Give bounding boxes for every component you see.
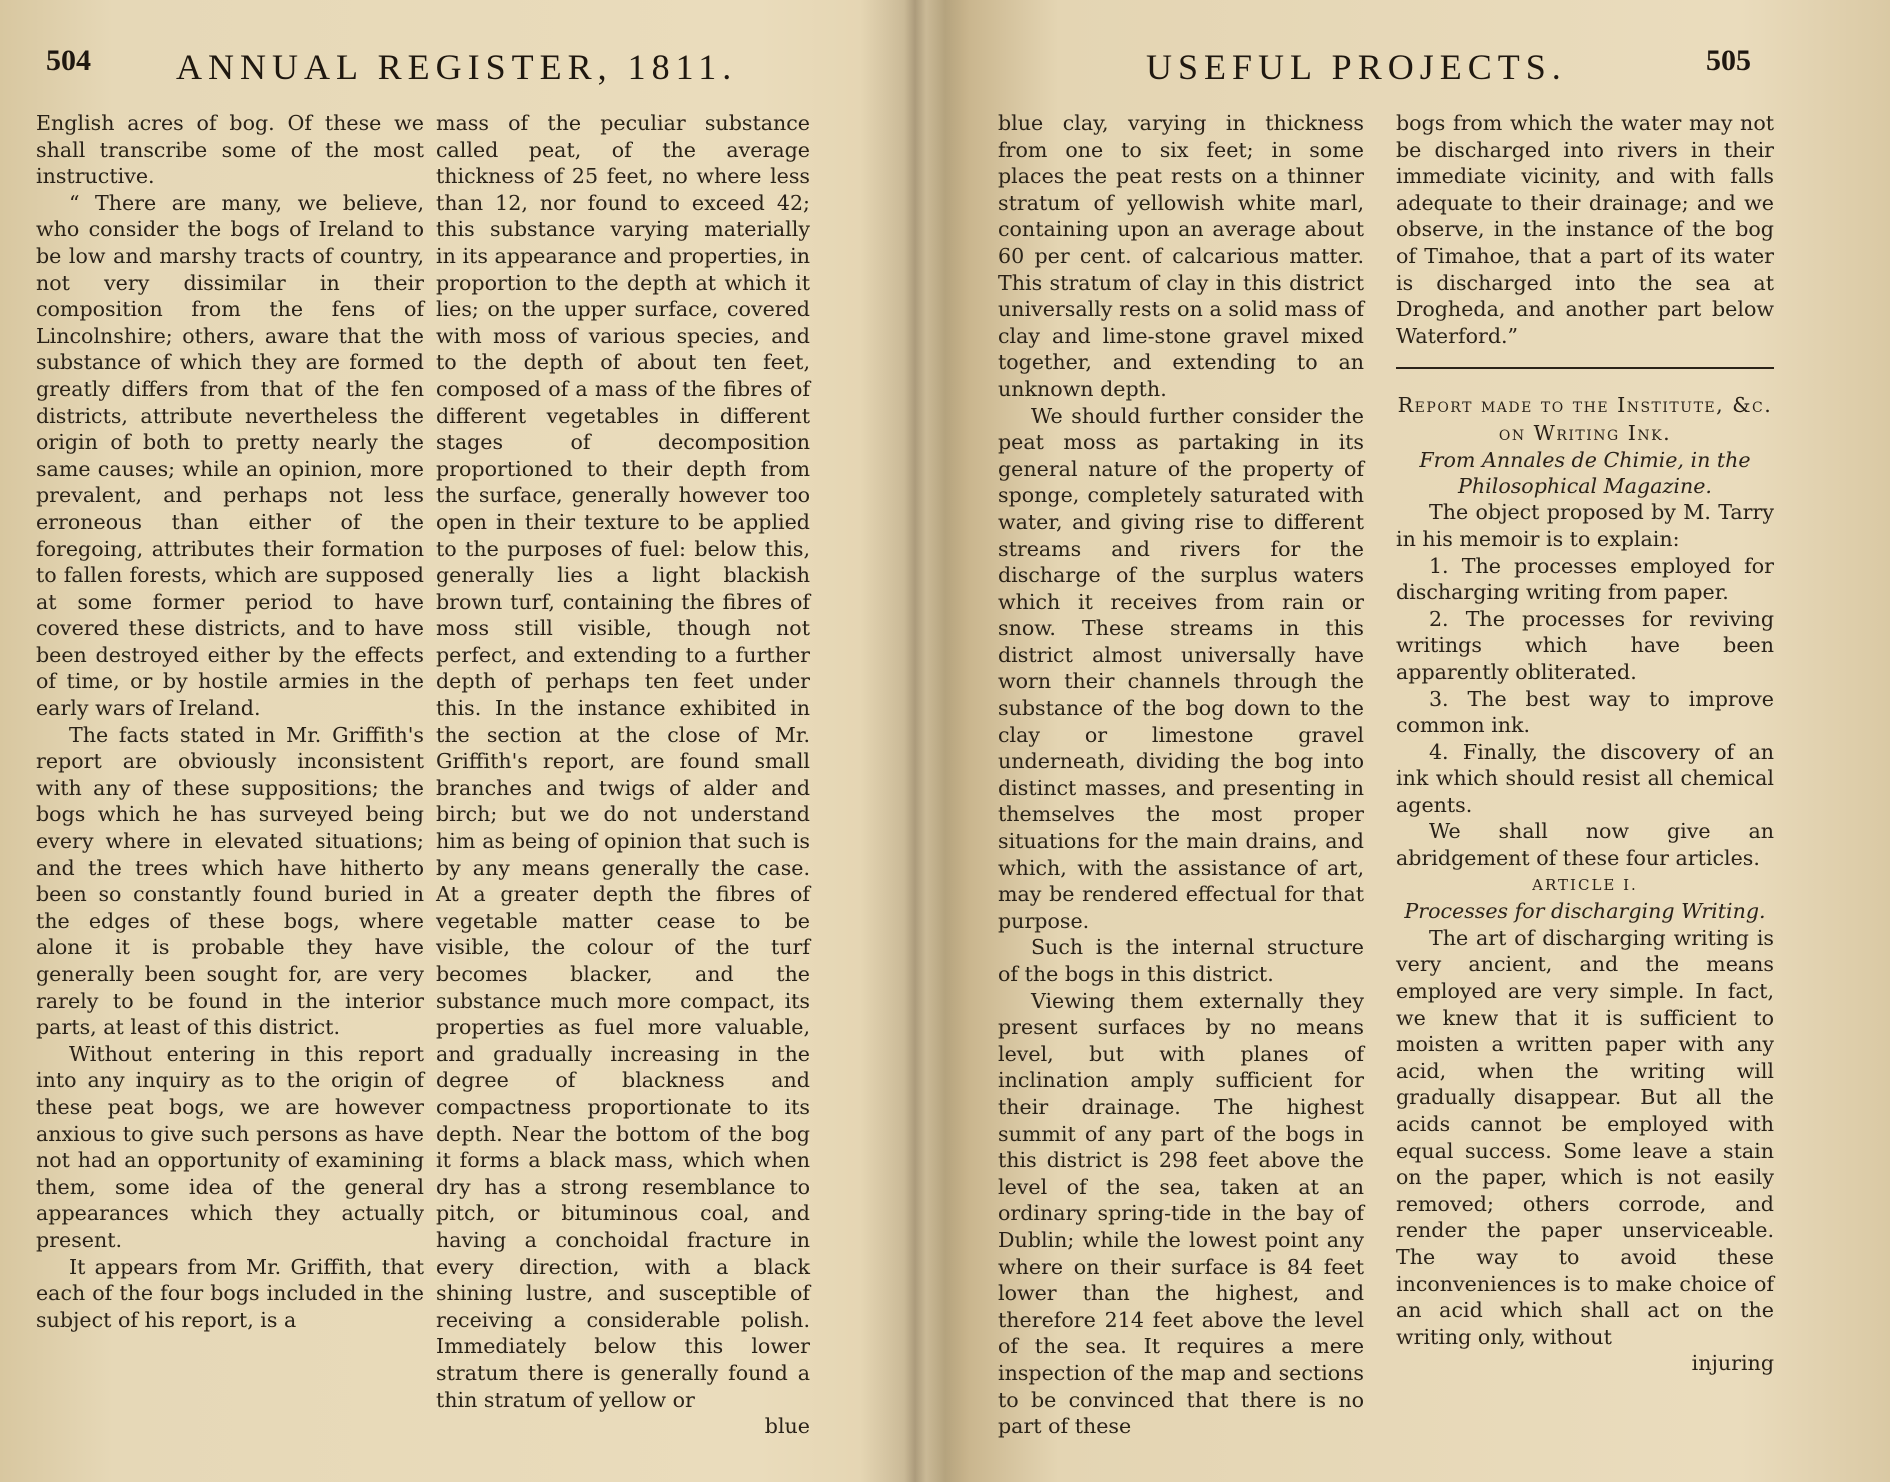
left-column-1 (36, 110, 424, 1333)
paragraph: 3. The best way to improve common ink. (1396, 686, 1774, 738)
paragraph: 4. Finally, the discovery of an ink which should resist all chemical agents. (1396, 739, 1774, 817)
paragraph: The facts stated in Mr. Griffith's report are obviously inconsistent with any of these suppositions; the bogs which he has surveyed being every where in elevated situations; and the trees which have hitherto been so constantly found buried in the edges of these bogs, where alone it is probable they have generally been sought for, are very rarely to be found in the interior parts, at least of this district. (36, 722, 424, 1040)
paragraph: We should further consider the peat moss as partaking in its general nature of the property of sponge, completely saturated with water, and giving rise to different streams and rivers for the discharge of the surplus waters which it receives from rain or snow. These streams in this district almost universally have worn their channels through the substance of the bog down to the clay or limestone gravel underneath, dividing the bog into distinct masses, and presenting in themselves the most proper situations for the main drains, and which, with the assistance of art, may be rendered effectual for that purpose. (998, 403, 1364, 933)
paragraph: 1. The processes employed for discharging writing from paper. (1396, 553, 1774, 605)
left-page (0, 0, 900, 1482)
right-column-2 (1396, 110, 1774, 1377)
paragraph: We shall now give an abridgement of these four articles. (1396, 819, 1774, 871)
section-divider (1396, 367, 1774, 369)
paragraph: English acres of bog. Of these we shall transcribe some of the most instructive. (36, 111, 424, 189)
left-page-number: 504 (46, 44, 91, 77)
catchword: injuring (1691, 1351, 1774, 1376)
right-running-head: USEFUL PROJECTS. (1146, 47, 1567, 87)
right-page (960, 0, 1890, 1482)
report-heading: Report made to the Institute, &c. on Writing Ink. (1397, 393, 1773, 446)
left-column-2 (436, 110, 810, 1440)
paragraph: Without entering in this report into any inquiry as to the origin of these peat bogs, we are however anxious to give such persons as have not had an opportunity of examining them, some idea of the general appearances which they actually present. (36, 1041, 424, 1252)
paragraph: mass of the peculiar substance called peat, of the average thickness of 25 feet, no where less than 12, nor found to exceed 42; this substance varying materially in its appearance and properties, in proportion to the depth at which it lies; on the upper surface, covered with moss of various species, and to the depth of about ten feet, composed of a mass of the fibres of different vegetables in different stages of decomposition proportioned to their depth from the surface, generally however too open in their texture to be applied to the purposes of fuel: below this, generally lies a light blackish brown turf, containing the fibres of moss still visible, though not perfect, and extending to a further depth of perhaps ten feet under this. In the instance exhibited in the section at the close of Mr. Griffith's report, are found small branches and twigs of alder and birch; but we do not understand him as being of opinion that such is by any means generally the case. At a greater depth the fibres of vegetable matter cease to be visible, the colour of the turf becomes blacker, and the substance much more compact, its properties as fuel more valuable, and gradually increasing in the degree of blackness and compactness proportionate to its depth. Near the bottom of the bog it forms a black mass, which when dry has a strong resemblance to pitch, or bituminous coal, and having a conchoidal fracture in every direction, with a black shining lustre, and susceptible of receiving a considerable polish. Immediately below this lower stratum there is generally found a thin stratum of yellow or (436, 111, 810, 1412)
paragraph: The art of discharging writing is very ancient, and the means employed are very simple. In fact, we knew that it is sufficient to moisten a written paper with any acid, when the writing will gradually disappear. But all the acids cannot be employed with equal success. Some leave a stain on the paper, which is not easily removed; others corrode, and render the paper unserviceable. The way to avoid these inconveniences is to make choice of an acid which shall act on the writing only, without (1396, 925, 1774, 1349)
article-title: Processes for discharging Writing. (1404, 899, 1766, 924)
paragraph: 2. The processes for reviving writings which have been apparently obliterated. (1396, 606, 1774, 684)
catchword: blue (764, 1414, 810, 1439)
right-column-1 (998, 110, 1364, 1440)
paragraph: Viewing them externally they present surfaces by no means level, but with planes of inclination amply sufficient for their drainage. The highest summit of any part of the bogs in this district is 298 feet above the level of the sea, taken at an ordinary spring-tide in the bay of Dublin; while the lowest point any where on their surface is 84 feet lower than the highest, and therefore 214 feet above the level of the sea. It requires a mere inspection of the map and sections to be convinced that there is no part of these (998, 988, 1364, 1439)
paragraph: blue clay, varying in thickness from one to six feet; in some places the peat rests on a thinner stratum of yellowish white marl, containing upon an average about 60 per cent. of calcarious matter. This stratum of clay in this district universally rests on a solid mass of clay and lime-stone gravel mixed together, and extending to an unknown depth. (998, 111, 1364, 401)
right-page-number: 505 (1706, 44, 1751, 77)
paragraph: It appears from Mr. Griffith, that each of the four bogs included in the subject of his report, is a (36, 1254, 424, 1332)
paragraph: The object proposed by M. Tarry in his memoir is to explain: (1396, 500, 1774, 551)
article-label: ARTICLE I. (1532, 875, 1638, 894)
paragraph: bogs from which the water may not be discharged into rivers in their immediate vicinity, and with falls adequate to their drainage; and we observe, in the instance of the bog of Timahoe, that a part of its water is discharged into the sea at Drogheda, and another part below Waterford.” (1396, 111, 1774, 348)
paragraph: Such is the internal structure of the bogs in this district. (998, 935, 1364, 986)
left-running-head: ANNUAL REGISTER, 1811. (176, 47, 738, 87)
report-source: From Annales de Chimie, in the Philosophical Magazine. (1419, 448, 1751, 499)
paragraph: “ There are many, we believe, who consider the bogs of Ireland to be low and marshy tracts of country, not very dissimilar in their composition from the fens of Lincolnshire; others, aware that the substance of which they are formed greatly differs from that of the fen districts, attribute nevertheless the origin of both to pretty nearly the same causes; while an opinion, more prevalent, and perhaps not less erroneous than either of the foregoing, attributes their formation to fallen forests, which are supposed at some former period to have covered these districts, and to have been destroyed either by the effects of time, or by hostile armies in the early wars of Ireland. (36, 190, 424, 721)
